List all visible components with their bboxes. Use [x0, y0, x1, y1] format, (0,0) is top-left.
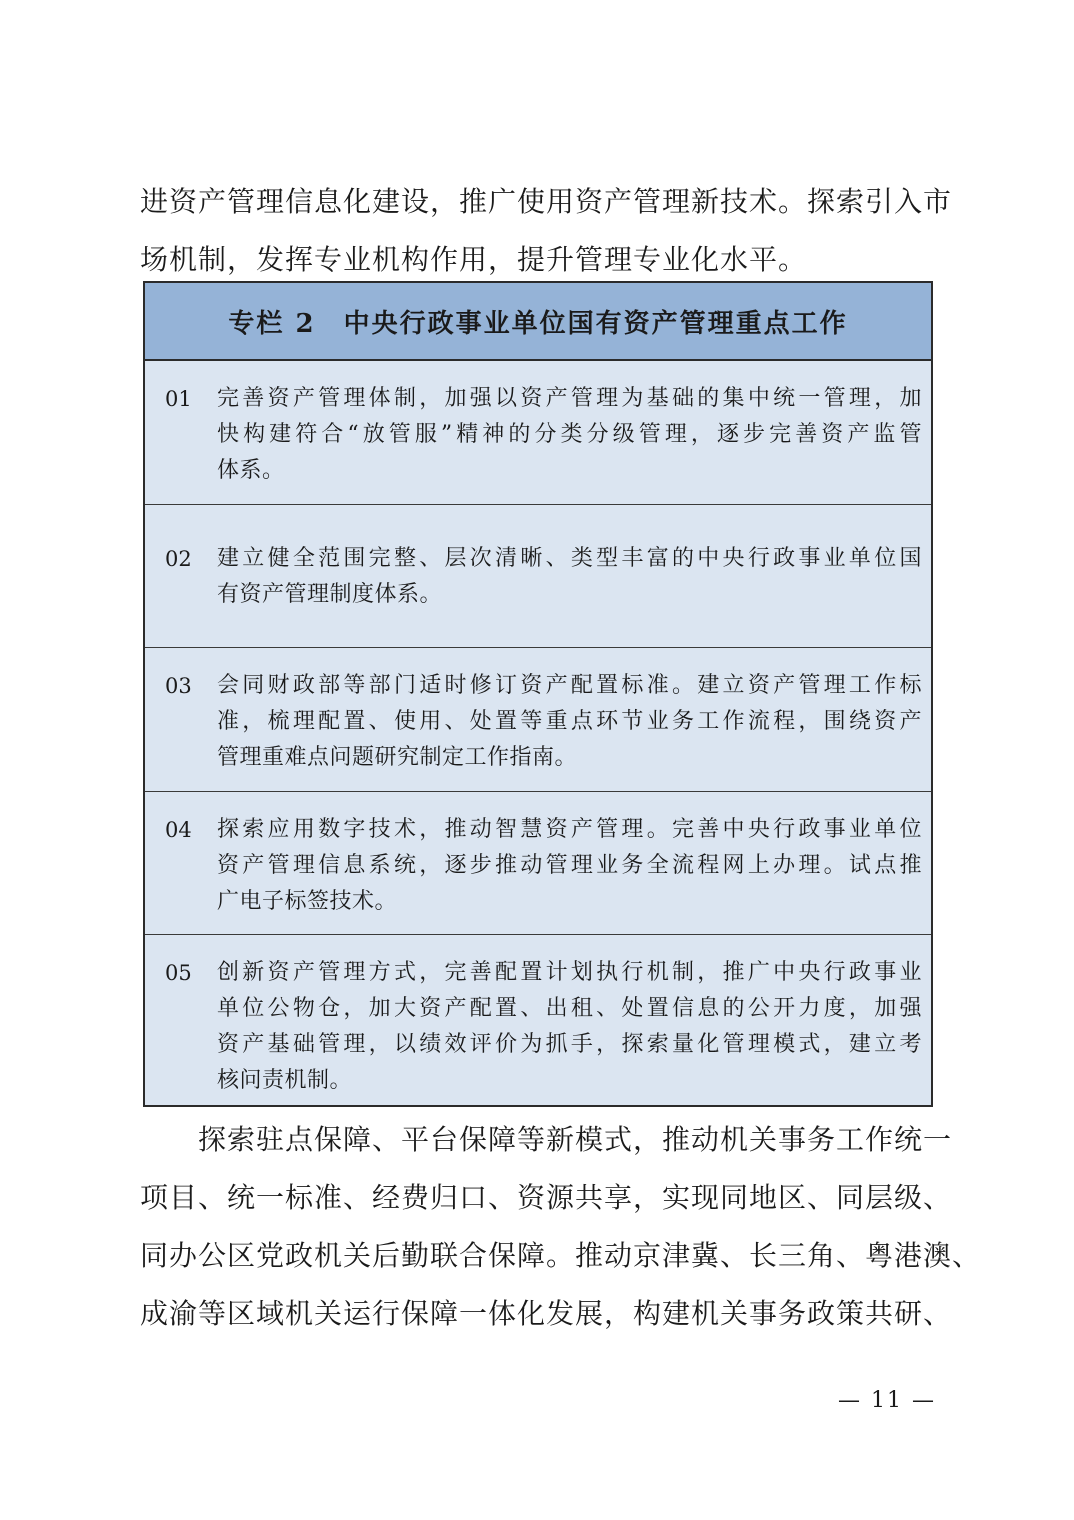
- item-text-line: 快构建符合“放管服”精神的分类分级管理，逐步完善资产监管: [217, 422, 922, 447]
- item-text-line: 资产管理信息系统，逐步推动管理业务全流程网上办理。试点推: [217, 853, 922, 878]
- item-number: 05: [165, 961, 192, 985]
- item-text: [217, 381, 922, 489]
- item-text: [217, 668, 922, 776]
- closing-line-1: 探索驻点保障、平台保障等新模式，推动机关事务工作统一: [140, 1123, 953, 1156]
- column-item-03: [145, 648, 931, 792]
- page-number: — 11 —: [838, 1388, 936, 1413]
- item-text: [217, 812, 922, 920]
- item-number: 01: [165, 387, 192, 411]
- item-number: 02: [165, 547, 192, 571]
- column-item-04: [145, 792, 931, 935]
- column-item-01: [145, 361, 931, 505]
- item-number: 03: [165, 674, 192, 698]
- item-text-line: 资产基础管理，以绩效评价为抓手，探索量化管理模式，建立考: [217, 1032, 922, 1057]
- item-text-line: 管理重难点问题研究制定工作指南。: [217, 745, 578, 770]
- item-text-line: 有资产管理制度体系。: [217, 582, 443, 607]
- column-item-02: [145, 505, 931, 648]
- item-text-line: 准，梳理配置、使用、处置等重点环节业务工作流程，围绕资产: [217, 709, 922, 734]
- item-text: [217, 955, 922, 1099]
- closing-line-3: 同办公区党政机关后勤联合保障。推动京津冀、长三角、粤港澳、: [140, 1239, 982, 1272]
- item-text: [217, 541, 922, 613]
- item-text-line: 体系。: [217, 458, 285, 483]
- closing-line-4: 成渝等区域机关运行保障一体化发展，构建机关事务政策共研、: [140, 1297, 953, 1330]
- intro-paragraph: [140, 173, 953, 289]
- intro-line-1: 进资产管理信息化建设，推广使用资产管理新技术。探索引入市: [140, 185, 953, 218]
- item-text-line: 核问责机制。: [217, 1068, 353, 1093]
- item-text-line: 创新资产管理方式，完善配置计划执行机制，推广中央行政事业: [217, 960, 922, 985]
- closing-line-2: 项目、统一标准、经费归口、资源共享，实现同地区、同层级、: [140, 1181, 953, 1214]
- item-text-line: 会同财政部等部门适时修订资产配置标准。建立资产管理工作标: [217, 673, 922, 698]
- item-text-line: 探索应用数字技术，推动智慧资产管理。完善中央行政事业单位: [217, 817, 922, 842]
- item-text-line: 广电子标签技术。: [217, 889, 398, 914]
- item-number: 04: [165, 818, 192, 842]
- item-text-line: 建立健全范围完整、层次清晰、类型丰富的中央行政事业单位国: [217, 546, 922, 571]
- item-text-line: 完善资产管理体制，加强以资产管理为基础的集中统一管理，加: [217, 386, 922, 411]
- column-item-05: [145, 935, 931, 1107]
- intro-line-2: 场机制，发挥专业机构作用，提升管理专业化水平。: [140, 243, 808, 276]
- item-text-line: 单位公物仓，加大资产配置、出租、处置信息的公开力度，加强: [217, 996, 922, 1021]
- column-box: [143, 281, 933, 1107]
- column-box-title: 专栏 2 中央行政事业单位国有资产管理重点工作: [145, 283, 931, 361]
- closing-paragraph: [140, 1111, 982, 1343]
